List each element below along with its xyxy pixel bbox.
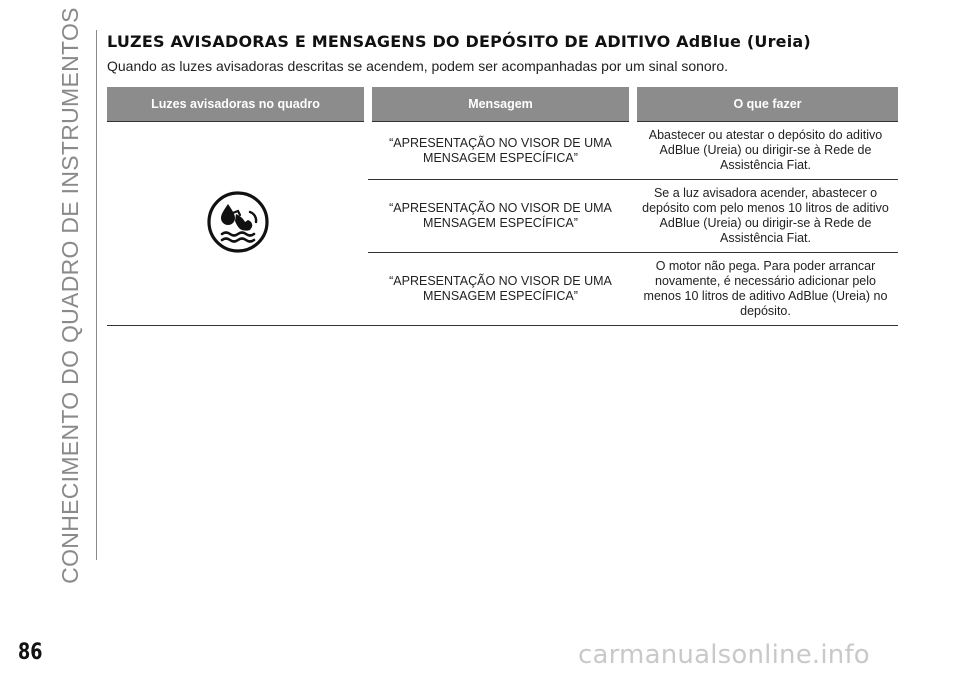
- side-section-title-text: CONHECIMENTO DO QUADRO DE INSTRUMENTOS: [56, 6, 83, 584]
- message-cell: “APRESENTAÇÃO NO VISOR DE UMA MENSAGEM ESPECÍFICA”: [368, 180, 633, 253]
- icon-cell: [107, 122, 368, 326]
- table-row: [107, 122, 898, 180]
- header-action: O que fazer: [633, 87, 898, 122]
- table-header-row: [107, 87, 898, 122]
- header-message: Mensagem: [368, 87, 633, 122]
- intro-paragraph: Quando as luzes avisadoras descritas se acendem, podem ser acompanhadas por um sinal sonoro.: [107, 58, 729, 74]
- warning-lights-table: [107, 87, 898, 326]
- watermark: carmanualsonline.info: [578, 640, 870, 670]
- header-warning-lights: Luzes avisadoras no quadro: [107, 87, 368, 122]
- message-cell: “APRESENTAÇÃO NO VISOR DE UMA MENSAGEM ESPECÍFICA”: [368, 253, 633, 326]
- side-divider: [96, 30, 97, 560]
- page-number: 86: [18, 640, 43, 665]
- adblue-warning-icon: [206, 190, 270, 254]
- page-heading: LUZES AVISADORAS E MENSAGENS DO DEPÓSITO DE ADITIVO AdBlue (Ureia): [107, 32, 811, 51]
- action-cell: Se a luz avisadora acender, abastecer o depósito com pelo menos 10 litros de aditivo AdBlue (Ureia) ou dirigir-se à Rede de Assistência Fiat.: [633, 180, 898, 253]
- message-cell: “APRESENTAÇÃO NO VISOR DE UMA MENSAGEM ESPECÍFICA”: [368, 122, 633, 180]
- side-section-title: [52, 6, 88, 584]
- action-cell: Abastecer ou atestar o depósito do aditivo AdBlue (Ureia) ou dirigir-se à Rede de Assistência Fiat.: [633, 122, 898, 180]
- action-cell: O motor não pega. Para poder arrancar novamente, é necessário adicionar pelo menos 10 litros de aditivo AdBlue (Ureia) no depósito.: [633, 253, 898, 326]
